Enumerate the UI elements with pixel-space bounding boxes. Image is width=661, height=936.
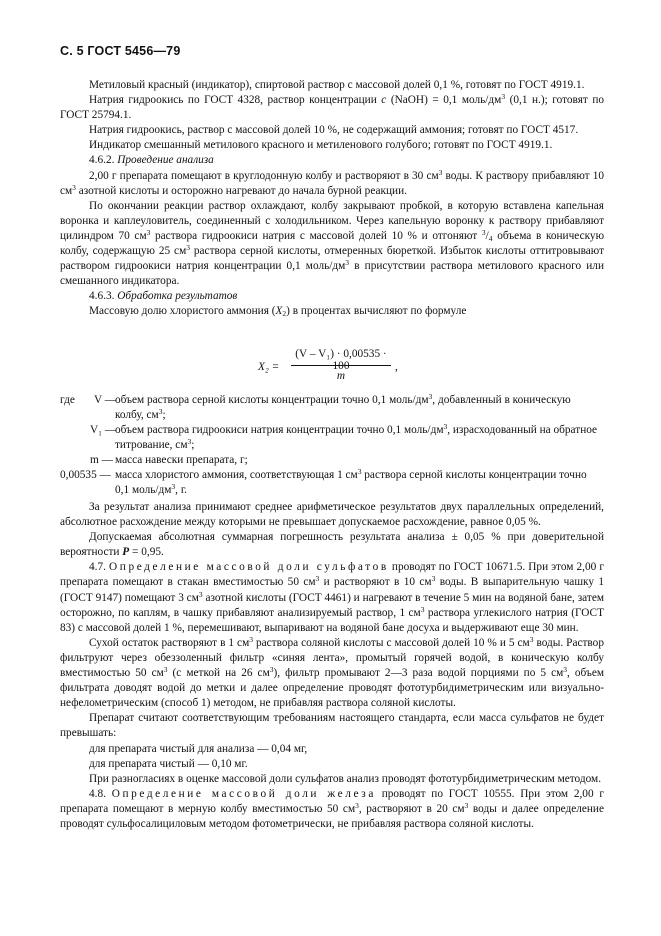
paragraph-dry-residue: Сухой остаток растворяют в 1 $см^3$ раствора соляной кислоты с массовой долей 10 % и 5 $см^3$ воды. Раствор фильтруют через обеззоленный фильтр «синяя лента», промытый горячей водой, в коническую колбу вместимостью 50 $см^3$ (с меткой на 26 $см^3$), фильтр промывают 2—3 раза водой порциями по 5 $см^3$, объем фильтрата доводят водой до метки и далее определение проводят фототурбидиметрическим или визуально-нефелометрическим (способ 1) методом, не прибавляя раствора соляной кислоты. (60, 634, 604, 710)
definition-m-text: масса навески препарата, г; (115, 454, 248, 466)
paragraph-indicator: Индикатор смешанный метилового красного и метиленового голубого; готовят по ГОСТ 4919.1. (89, 139, 553, 152)
paragraph-4-7: 4.7. Определение массовой доли сульфатов проводят по ГОСТ 10671.5. При этом 2,00 г препарата помещают в стакан вместимостью 50 $см^3$ и растворяют в 10 $см^3$ воды. В выпарительную чашку 1 (ГОСТ 9147) помещают 3 $см^3$ азотной кислоты (ГОСТ 4461) и нагревают в течение 5 мин на водяной бане, затем осторожно, по каплям, в чашку прибавляют анализируемый раствор, 1 $см^3$ раствора углекислого натрия (ГОСТ 83) с массовой долей 1 %, перемешивают, выпаривают на водяной бане досуха и выдерживают еще 30 мин. (60, 561, 605, 634)
heading-4-6-2: 4.6.2. Проведение анализа (89, 154, 214, 167)
formula-x2 (258, 348, 418, 388)
heading-4-8: Определение массовой доли железа (111, 787, 376, 800)
formula-lhs: X₂ = (258, 361, 280, 373)
heading-4-6-3: 4.6.3. Обработка результатов (89, 290, 238, 303)
heading-4-7: Определение массовой доли сульфатов (109, 561, 389, 574)
page-header: С. 5 ГОСТ 5456—79 (60, 44, 181, 58)
paragraph-methyl-red: Метиловый красный (индикатор), спиртовой раствор с массовой долей 0,1 %, готовят по ГОСТ 4919.1. (89, 79, 585, 91)
paragraph-limit-analysis: для препарата чистый для анализа — 0,04 мг, (89, 742, 308, 755)
definition-const-label: 0,00535 — (60, 469, 111, 481)
paragraph-result: За результат анализа принимают среднее арифметическое результатов двух параллельных определений, абсолютное расхождение между которыми не превышает допускаемое расхождение, равное 0,05 %. (60, 501, 604, 529)
where-label: где (60, 394, 75, 406)
definition-v-text: объем раствора серной кислоты концентрации точно 0,1 моль/$дм^3$, добавленный в коническую колбу, $см^3$; (115, 392, 571, 422)
formula-numerator: (V – V₁) · 0,00535 · 100 (295, 348, 387, 372)
formula-denominator: m (336, 370, 346, 382)
definition-v1-label: V₁ — (90, 424, 117, 436)
formula-fraction-bar (291, 365, 391, 366)
paragraph-distillation: По окончании реакции раствор охлаждают, колбу закрывают пробкой, в которую вставлена капельная воронка и каплеуловитель, соединенный с холодильником. Через капельную воронку к раствору прибавляют цилиндром 70 $см^3$ раствора гидроокиси натрия с массовой долей 10 % и отгоняют $^3/_4$ объема в коническую колбу, содержащую 25 $см^3$ раствора серной кислоты, отмеренных бюреткой. Избыток кислоты оттитровывают раствором гидроокиси натрия концентрации 0,1 моль/$дм^3$ в присутствии раствора метилового красного или смешанного индикатора. (60, 199, 605, 288)
definition-const-text: масса хлористого аммония, соответствующая 1 $см^3$ раствора серной кислоты концентрации точно 0,1 моль/$дм^3$, г. (115, 467, 587, 497)
text-block-top (60, 78, 604, 320)
paragraph-error: Допускаемая абсолютная суммарная погрешность результата анализа ± 0,05 % при доверительной вероятности P = 0,95. (60, 531, 604, 559)
paragraph-naoh-01: Натрия гидроокись по ГОСТ 4328, раствор концентрации c (NaOH) = 0,1 моль/$дм^3$ (0,1 н.); готовят по ГОСТ 25794.1. (60, 92, 605, 122)
definition-v-label: V — (94, 394, 117, 406)
paragraph-naoh-10: Натрия гидроокись, раствор с массовой долей 10 %, не содержащий аммония; готовят по ГОСТ 4517. (89, 124, 579, 137)
paragraph-disputes: При разногласиях в оценке массовой доли сульфатов анализ проводят фототурбидиметрическим методом. (89, 772, 602, 785)
paragraph-formula-intro: Массовую долю хлористого аммония $(X_2)$ в процентах вычисляют по формуле (89, 305, 467, 319)
formula-comma: , (395, 361, 398, 373)
definition-v1-text: объем раствора гидроокиси натрия концентрации точно 0,1 моль/$дм^3$, израсходованный на обратное титрование, $см^3$; (115, 422, 598, 452)
paragraph-4-8: 4.8. Определение массовой доли железа проводят по ГОСТ 10555. При этом 2,00 г препарата помещают в мерную колбу вместимостью 50 $см^3$, растворяют в 20 $см^3$ воды и далее определение проводят сульфосалициловым методом фотометрически, не прибавляя раствора соляной кислоты. (60, 787, 604, 830)
definition-m-label: m — (90, 454, 113, 466)
paragraph-limit-pure: для препарата чистый — 0,10 мг. (89, 757, 248, 770)
paragraph-sample-dissolve: 2,00 г препарата помещают в круглодонную колбу и растворяют в 30 $см^3$ воды. К раствору прибавляют 10 $см^3$ азотной кислоты и осторожно нагревают до начала бурной реакции. (60, 167, 605, 197)
paragraph-compliance: Препарат считают соответствующим требованиям настоящего стандарта, если масса сульфатов не будет превышать: (60, 712, 604, 740)
text-block-bottom (60, 500, 604, 832)
